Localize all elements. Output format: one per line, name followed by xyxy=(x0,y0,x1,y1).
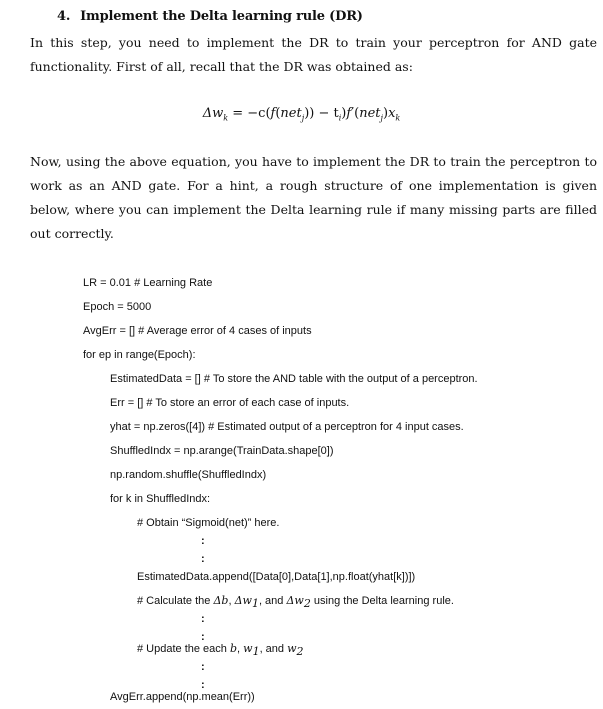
section-title: Implement the Delta learning rule (DR) xyxy=(80,9,363,24)
ellipsis: : xyxy=(201,679,205,691)
code-line-update-comment: # Update the each b, $w_1$, and $w_2$ xyxy=(137,642,304,659)
code-line-estimated-data: EstimatedData = [] # To store the AND table with the output of a perceptron. xyxy=(110,373,478,385)
code-line-avgerr: AvgErr = [] # Average error of 4 cases of inputs xyxy=(83,325,312,337)
ellipsis: : xyxy=(201,613,205,625)
code-line-for-k: for k in ShuffledIndx: xyxy=(110,493,211,505)
ellipsis: : xyxy=(201,631,205,643)
code-line-calculate-comment: # Calculate the Δb, $\Delta w_1$, and $\Delta w_2$ using the Delta learning rule. xyxy=(137,594,454,611)
code-line-append: EstimatedData.append([Data[0],Data[1],np.float(yhat[k])]) xyxy=(137,571,416,583)
code-line-shuffled-indx: ShuffledIndx = np.arange(TrainData.shape[0]) xyxy=(110,445,334,457)
intro-paragraph: In this step, you need to implement the DR to train your perceptron for AND gate functionality. First of all, recall that the DR was obtained as: xyxy=(30,35,597,74)
section-heading xyxy=(57,9,363,24)
instruction-paragraph: Now, using the above equation, you have to implement the DR to train the perceptron to work as an AND gate. For a hint, a rough structure of one implementation is given below, where you can implement the Delta learning rule if many missing parts are filled out correctly. xyxy=(30,154,597,241)
code-line-yhat: yhat = np.zeros([4]) # Estimated output of a perceptron for 4 input cases. xyxy=(110,421,464,433)
ellipsis: : xyxy=(201,661,205,673)
ellipsis: : xyxy=(201,535,205,547)
code-line-sigmoid-comment: # Obtain “Sigmoid(net)” here. xyxy=(137,517,280,529)
code-line-avgerr-append: AvgErr.append(np.mean(Err)) xyxy=(110,691,255,703)
code-line-epoch: Epoch = 5000 xyxy=(83,301,152,313)
ellipsis: : xyxy=(201,553,205,565)
code-line-shuffle: np.random.shuffle(ShuffledIndx) xyxy=(110,469,267,481)
code-line-err: Err = [] # To store an error of each case of inputs. xyxy=(110,397,350,409)
code-line-for-epoch: for ep in range(Epoch): xyxy=(83,349,196,361)
section-number: 4. xyxy=(57,9,71,24)
delta-rule-equation: $\Delta w_k = -c(f(net_j)) - t_i)f'(net_j)x_k$ xyxy=(202,106,401,123)
code-line-lr: LR = 0.01 # Learning Rate xyxy=(83,277,213,289)
